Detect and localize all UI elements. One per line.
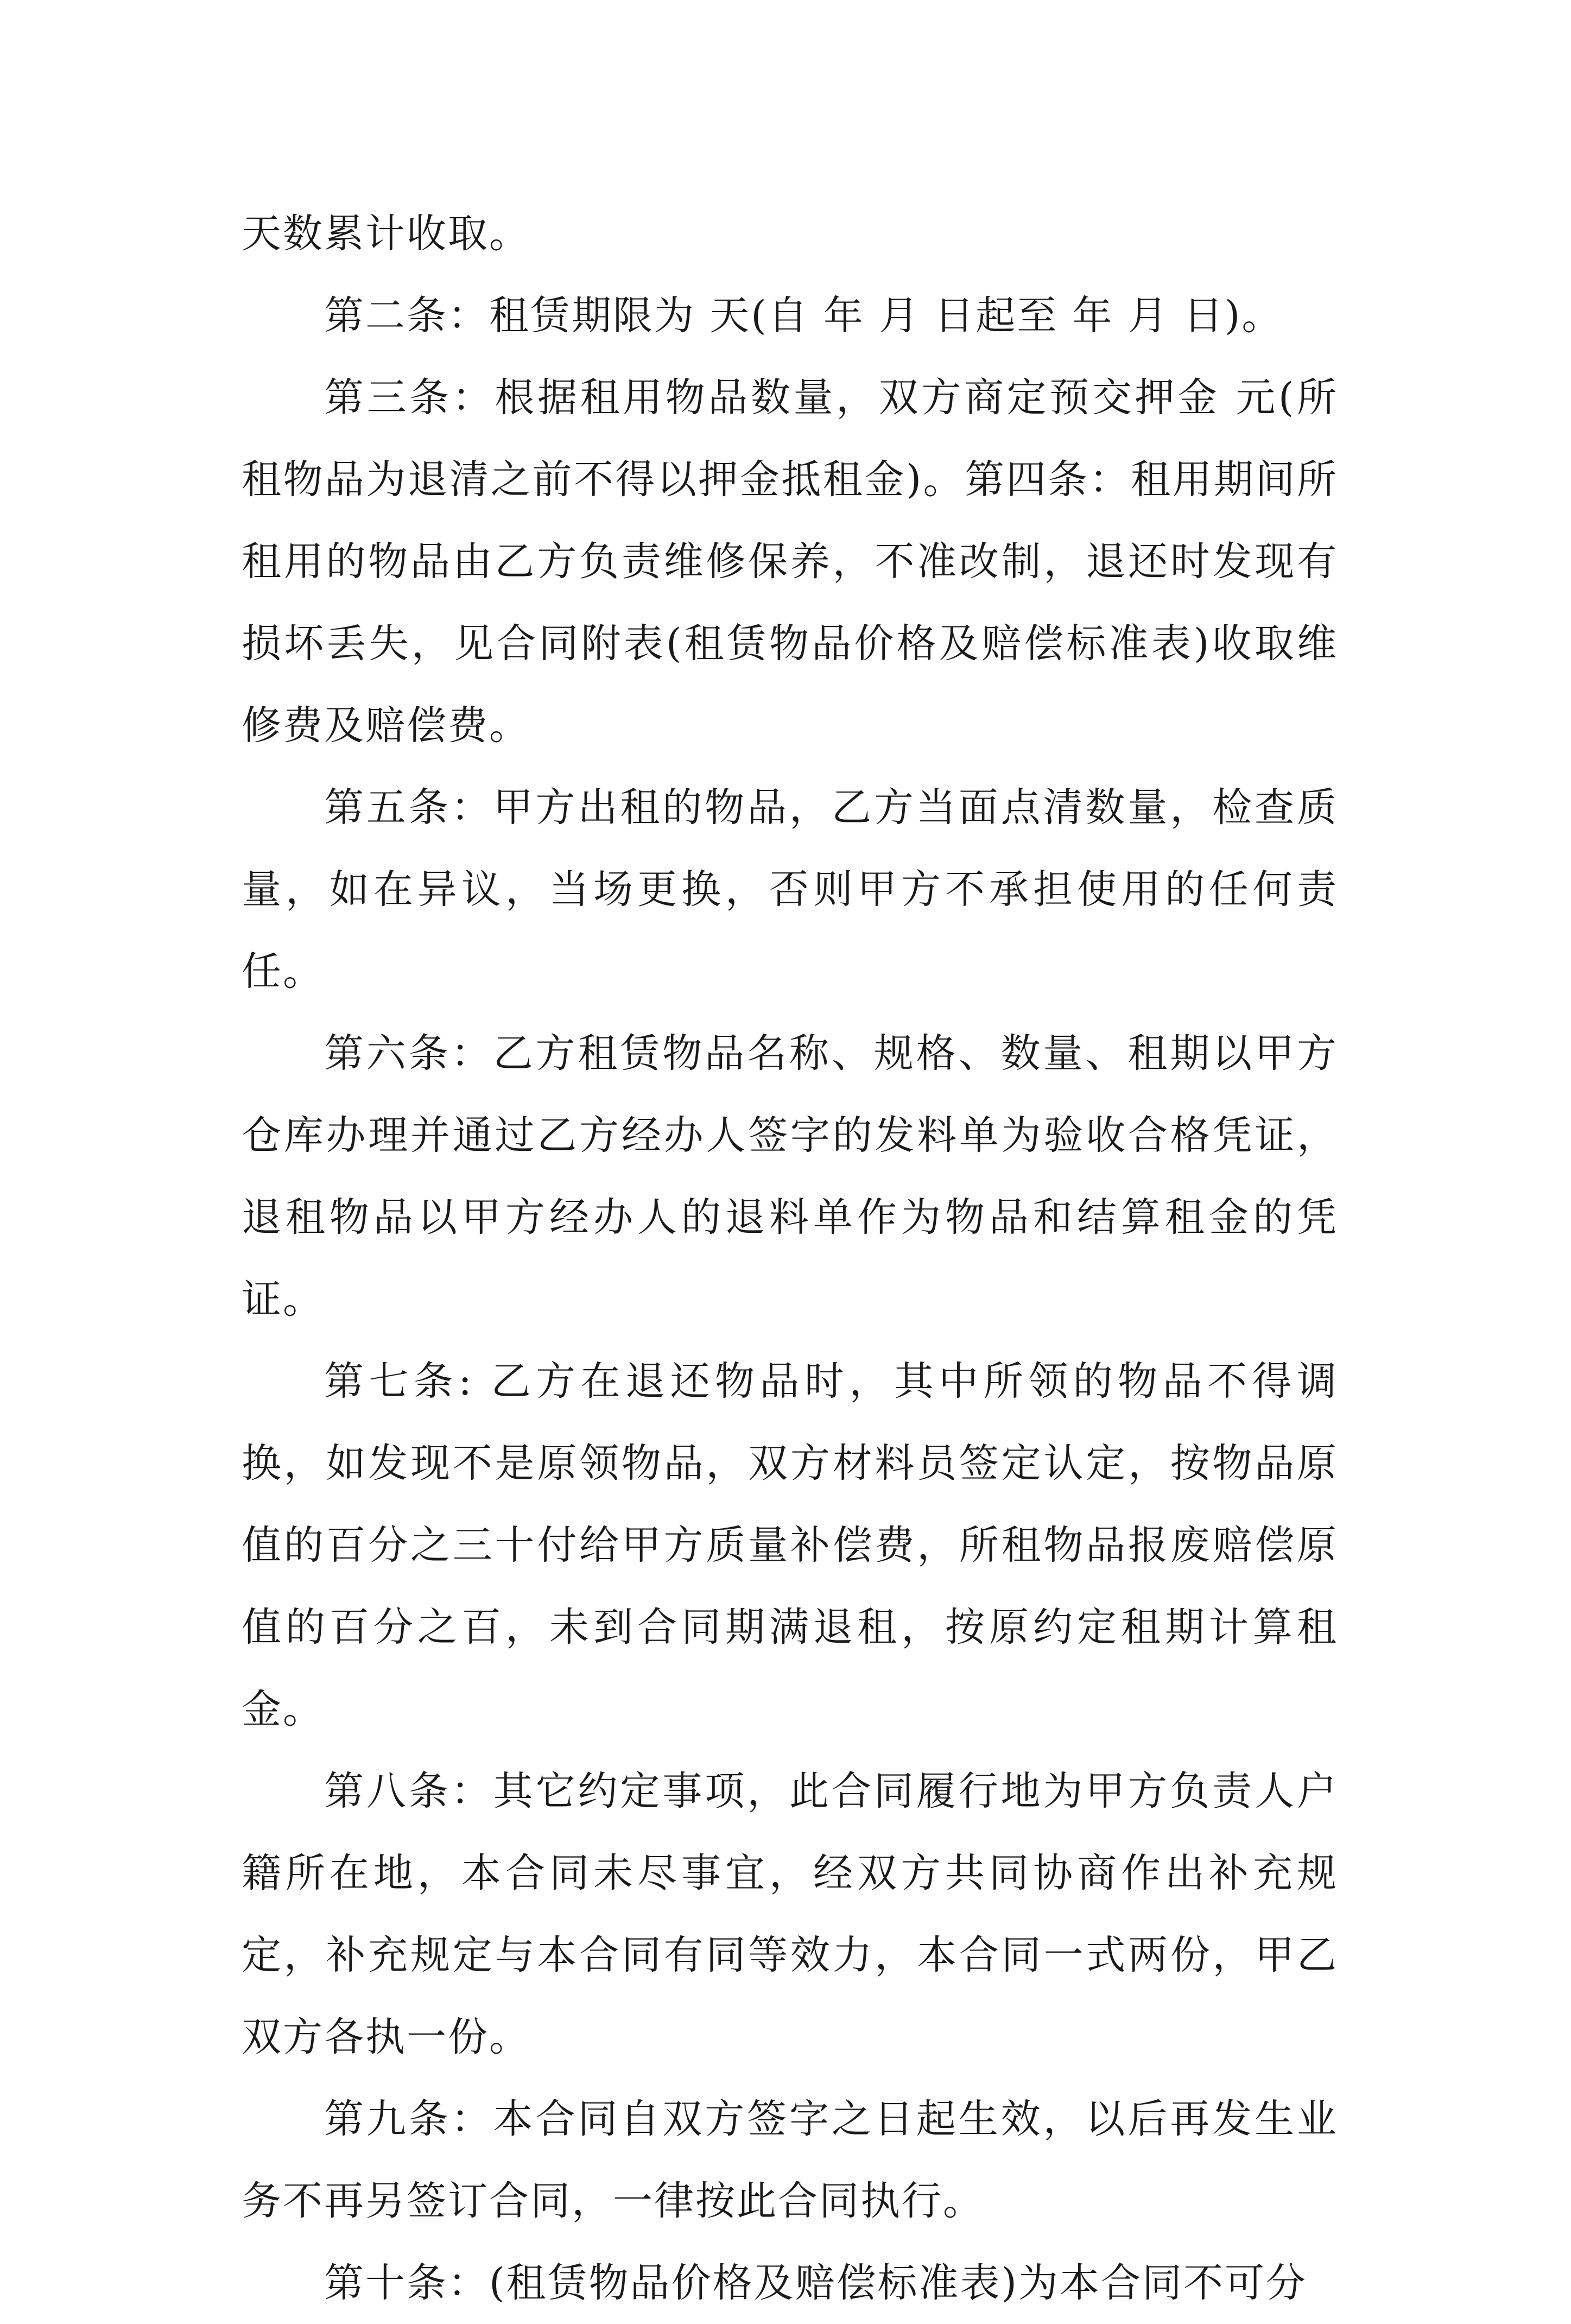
paragraph-article-3-4: 第三条：根据租用物品数量，双方商定预交押金 元(所租物品为退清之前不得以押金抵租金)。第四条：租用期间所租用的物品由乙方负责维修保养，不准改制，退还时发现有损坏丢失，见合同附表(租赁物品价格及赔偿标准表)收取维修费及赔偿费。	[242, 375, 1338, 749]
paragraph-article-2: 第二条：租赁期限为 天(自 年 月 日起至 年 月 日)。	[324, 293, 1283, 339]
paragraph-article-9: 第九条：本合同自双方签字之日起生效，以后再发生业务不再另签订合同，一律按此合同执行。	[242, 2096, 1338, 2224]
paragraph-article-7: 第七条: 乙方在退还物品时，其中所领的物品不得调换，如发现不是原领物品，双方材料员签定认定，按物品原值的百分之三十付给甲方质量补偿费，所租物品报废赔偿原值的百分之百，未到合同期满退租，按原约定租期计算租金。	[242, 1358, 1338, 1732]
paragraph-article-6: 第六条：乙方租赁物品名称、规格、数量、租期以甲方仓库办理并通过乙方经办人签字的发料单为验收合格凭证，退租物品以甲方经办人的退料单作为物品和结算租金的凭证。	[242, 1030, 1338, 1322]
paragraph-article-5: 第五条：甲方出租的物品，乙方当面点清数量，检查质量，如在异议，当场更换，否则甲方不承担使用的任何责任。	[242, 784, 1338, 995]
paragraph-article-8: 第八条：其它约定事项，此合同履行地为甲方负责人户籍所在地，本合同未尽事宜，经双方共同协商作出补充规定，补充规定与本合同有同等效力，本合同一式两份，甲乙双方各执一份。	[242, 1768, 1338, 2060]
paragraph-continuation: 天数累计收取。	[242, 211, 530, 257]
contract-body	[242, 193, 1338, 2324]
paragraph-article-10: 第十条：(租赁物品价格及赔偿标准表)为本合同不可分	[324, 2260, 1307, 2306]
